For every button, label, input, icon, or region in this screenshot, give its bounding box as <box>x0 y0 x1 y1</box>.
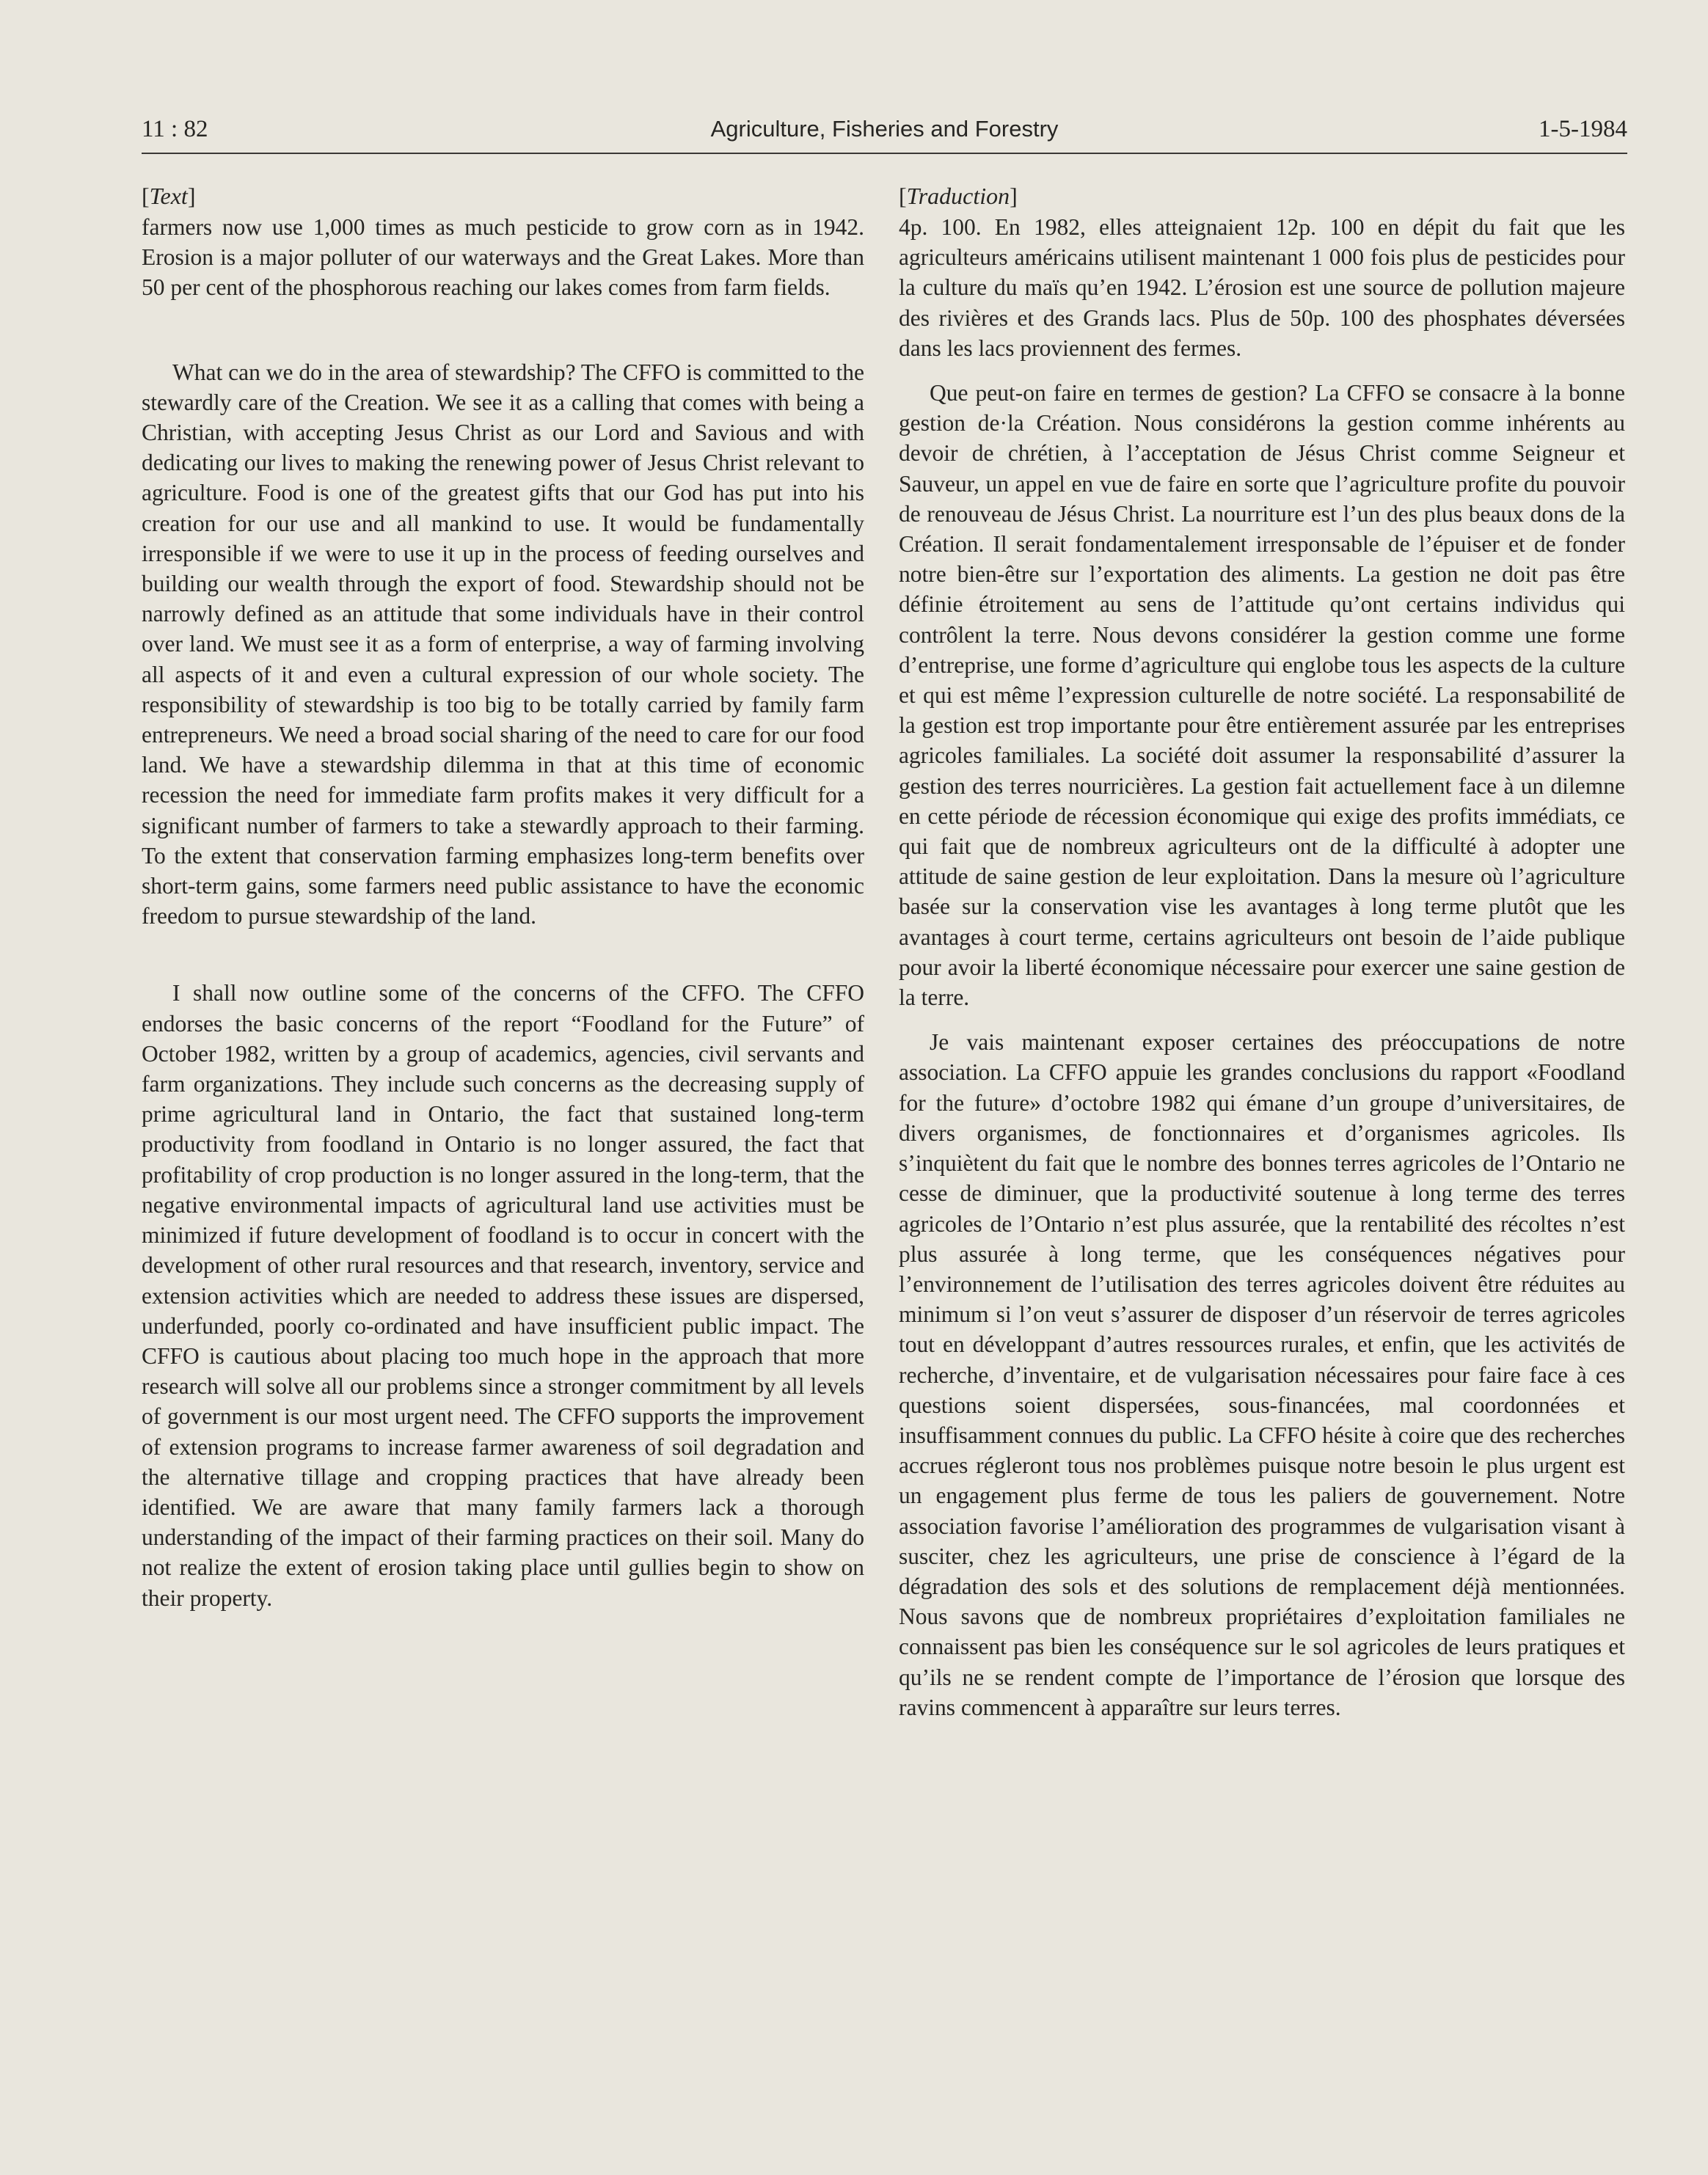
french-paragraph-1: 4p. 100. En 1982, elles atteignaient 12p. 100 en dépit du fait que les agriculteurs américains utilisent maintenant 1 000 fois plus de pesticides pour la culture du maïs qu’en 1942. L’érosion est une source de pollution majeure des rivières et des Grands lacs. Plus de 50p. 100 des phosphates déversées dans les lacs proviennent des fermes. <box>899 214 1625 361</box>
english-paragraph-3: I shall now outline some of the concerns of the CFFO. The CFFO endorses the basic concerns of the report “Foodland for the Future” of October 1982, written by a group of academics, agencies, civil servants and farm organizations. They include such concerns as the decreasing supply of prime agricultural land in Ontario, the fact that sustained long-term productivity from foodland in Ontario is no longer assured, the fact that profitability of crop production is no longer assured in the long-term, that the negative environmental impacts of agricultural land use activities must be minimized if future development of foodland is to occur in concert with the development of other rural resources and that research, inventory, service and extension activities which are needed to address these issues are dispersed, underfunded, poorly co-ordinated and have insufficient public impact. The CFFO is cautious about placing too much hope in the approach that more research will solve all our problems since a stronger commitment by all levels of government is our most urgent need. The CFFO supports the improvement of extension programs to increase farmer awareness of soil degradation and the alternative tillage and cropping practices that have already been identified. We are aware that many family farmers lack a thorough understanding of the impact of their farming practices on their soil. Many do not realize the extent of erosion taking place until gullies begin to show on their property. <box>142 980 864 1611</box>
english-column-label: [Text] <box>142 183 196 209</box>
english-paragraph-2: What can we do in the area of stewardship? The CFFO is committed to the stewardly care of the Creation. We see it as a calling that comes with being a Christian, with accepting Jesus Christ as our Lord and Savious and with dedicating our lives to making the renewing power of Jesus Christ relevant to agriculture. Food is one of the greatest gifts that our God has put into his creation for our use and all mankind to use. It would be fundamentally irresponsible if we were to use it up in the process of feeding ourselves and building our wealth through the export of food. Stewardship should not be narrowly defined as an attitude that some individuals have in their control over land. We must see it as a form of enterprise, a way of farming involving all aspects of it and even a cultural expression of our whole society. The responsibility of stewardship is too big to be totally carried by family farm entrepreneurs. We need a broad social sharing of the need to care for our food land. We have a stewardship dilemma in that at this time of economic recession the need for immediate farm profits makes it very difficult for a significant number of farmers to take a stewardly approach to their farming. To the extent that conservation farming emphasizes long-term benefits over short-term gains, some farmers need public assistance to have the economic freedom to pursue stewardship of the land. <box>142 359 864 929</box>
english-column <box>142 180 864 1613</box>
sitting-date: 1-5-1984 <box>1539 116 1627 142</box>
french-paragraph-2: Que peut-on faire en termes de gestion? La CFFO se consacre à la bonne gestion de·la Création. Nous considérons la gestion comme inhérents au devoir de chrétien, à l’acceptation de Jésus Christ comme Seigneur et Sauveur, un appel en vue de faire en sorte que l’agriculture profite du pouvoir de renouveau de Jésus Christ. La nourriture est l’un des plus beaux dons de la Création. Il serait fondamentalement irresponsable de l’épuiser et de fonder notre bien-être sur l’exportation des aliments. La gestion ne doit pas être définie étroitement au sens de l’attitude qu’ont certains individus qui contrôlent la terre. Nous devons considérer la gestion comme une forme d’entreprise, une forme d’agriculture qui englobe tous les aspects de la culture et qui est même l’expression culturelle de notre société. La responsabilité de la gestion est trop importante pour être entièrement assurée par les entreprises agricoles familiales. La société doit assumer la responsabilité d’assurer la gestion des terres nourricières. La gestion fait actuellement face à un dilemne en cette période de récession économique qui exige des profits immédiats, ce qui fait que de nombreux agriculteurs ont de la difficulté à adopter une attitude de saine gestion de leur exploitation. Dans la mesure où l’agriculture basée sur la conservation vise les avantages à long terme plutôt que les avantages à court terme, certains agriculteurs ont besoin de l’aide publique pour avoir la liberté économique nécessaire pour exercer une saine gestion de la terre. <box>899 380 1625 1011</box>
french-paragraph-3: Je vais maintenant exposer certaines des préoccupations de notre association. La CFFO appuie les grandes conclusions du rapport «Foodland for the future» d’octobre 1982 qui émane d’un groupe d’universitaires, de divers organismes, de fonctionnaires et d’organismes agricoles. Ils s’inquiètent du fait que le nombre des bonnes terres agricoles de l’Ontario ne cesse de diminuer, que la productivité soutenue à long terme des terres agricoles de l’Ontario n’est plus assurée, que la rentabilité des récoltes n’est plus assurée à long terme, que les conséquences négatives pour l’environnement de l’utilisation des terres agricoles doivent être réduites au minimum si l’on veut s’assurer de disposer d’un réservoir de terres agricoles tout en développant d’autres ressources rurales, et enfin, que les activités de recherche, d’inventaire, et de vulgarisation nécessaires pour faire face à ces questions soient dispersées, sous-financées, mal coordonnées et insuffisamment connues du public. La CFFO hésite à coire que des recherches accrues régleront tous nos problèmes puisque notre besoin le plus urgent est un engagement plus ferme de tous les paliers de gouvernement. Notre association favorise l’amélioration des programmes de vulgarisation visant à susciter, chez les agriculteurs, une prise de conscience à l’égard de la dégradation des sols et des solutions de remplacement déjà mentionnées. Nous savons que de nombreux propriétaires d’exploitation familiales ne connaissent pas bien les conséquence sur le sol agricoles de leurs pratiques et qu’ils ne se rendent compte de l’importance de l’érosion que lorsque des ravins commencent à apparaître sur leurs terres. <box>899 1029 1625 1720</box>
page-number: 11 : 82 <box>142 116 208 142</box>
french-label-text: Traduction <box>906 183 1010 209</box>
page-header <box>142 109 1627 154</box>
running-title: Agriculture, Fisheries and Forestry <box>710 116 1059 142</box>
french-column-label: [Traduction] <box>899 183 1018 209</box>
french-column <box>899 180 1625 1722</box>
english-paragraph-1: farmers now use 1,000 times as much pesticide to grow corn as in 1942. Erosion is a major polluter of our waterways and the Great Lakes. More than 50 per cent of the phosphorous reaching our lakes comes from farm fields. <box>142 214 864 301</box>
english-label-text: Text <box>149 183 188 209</box>
